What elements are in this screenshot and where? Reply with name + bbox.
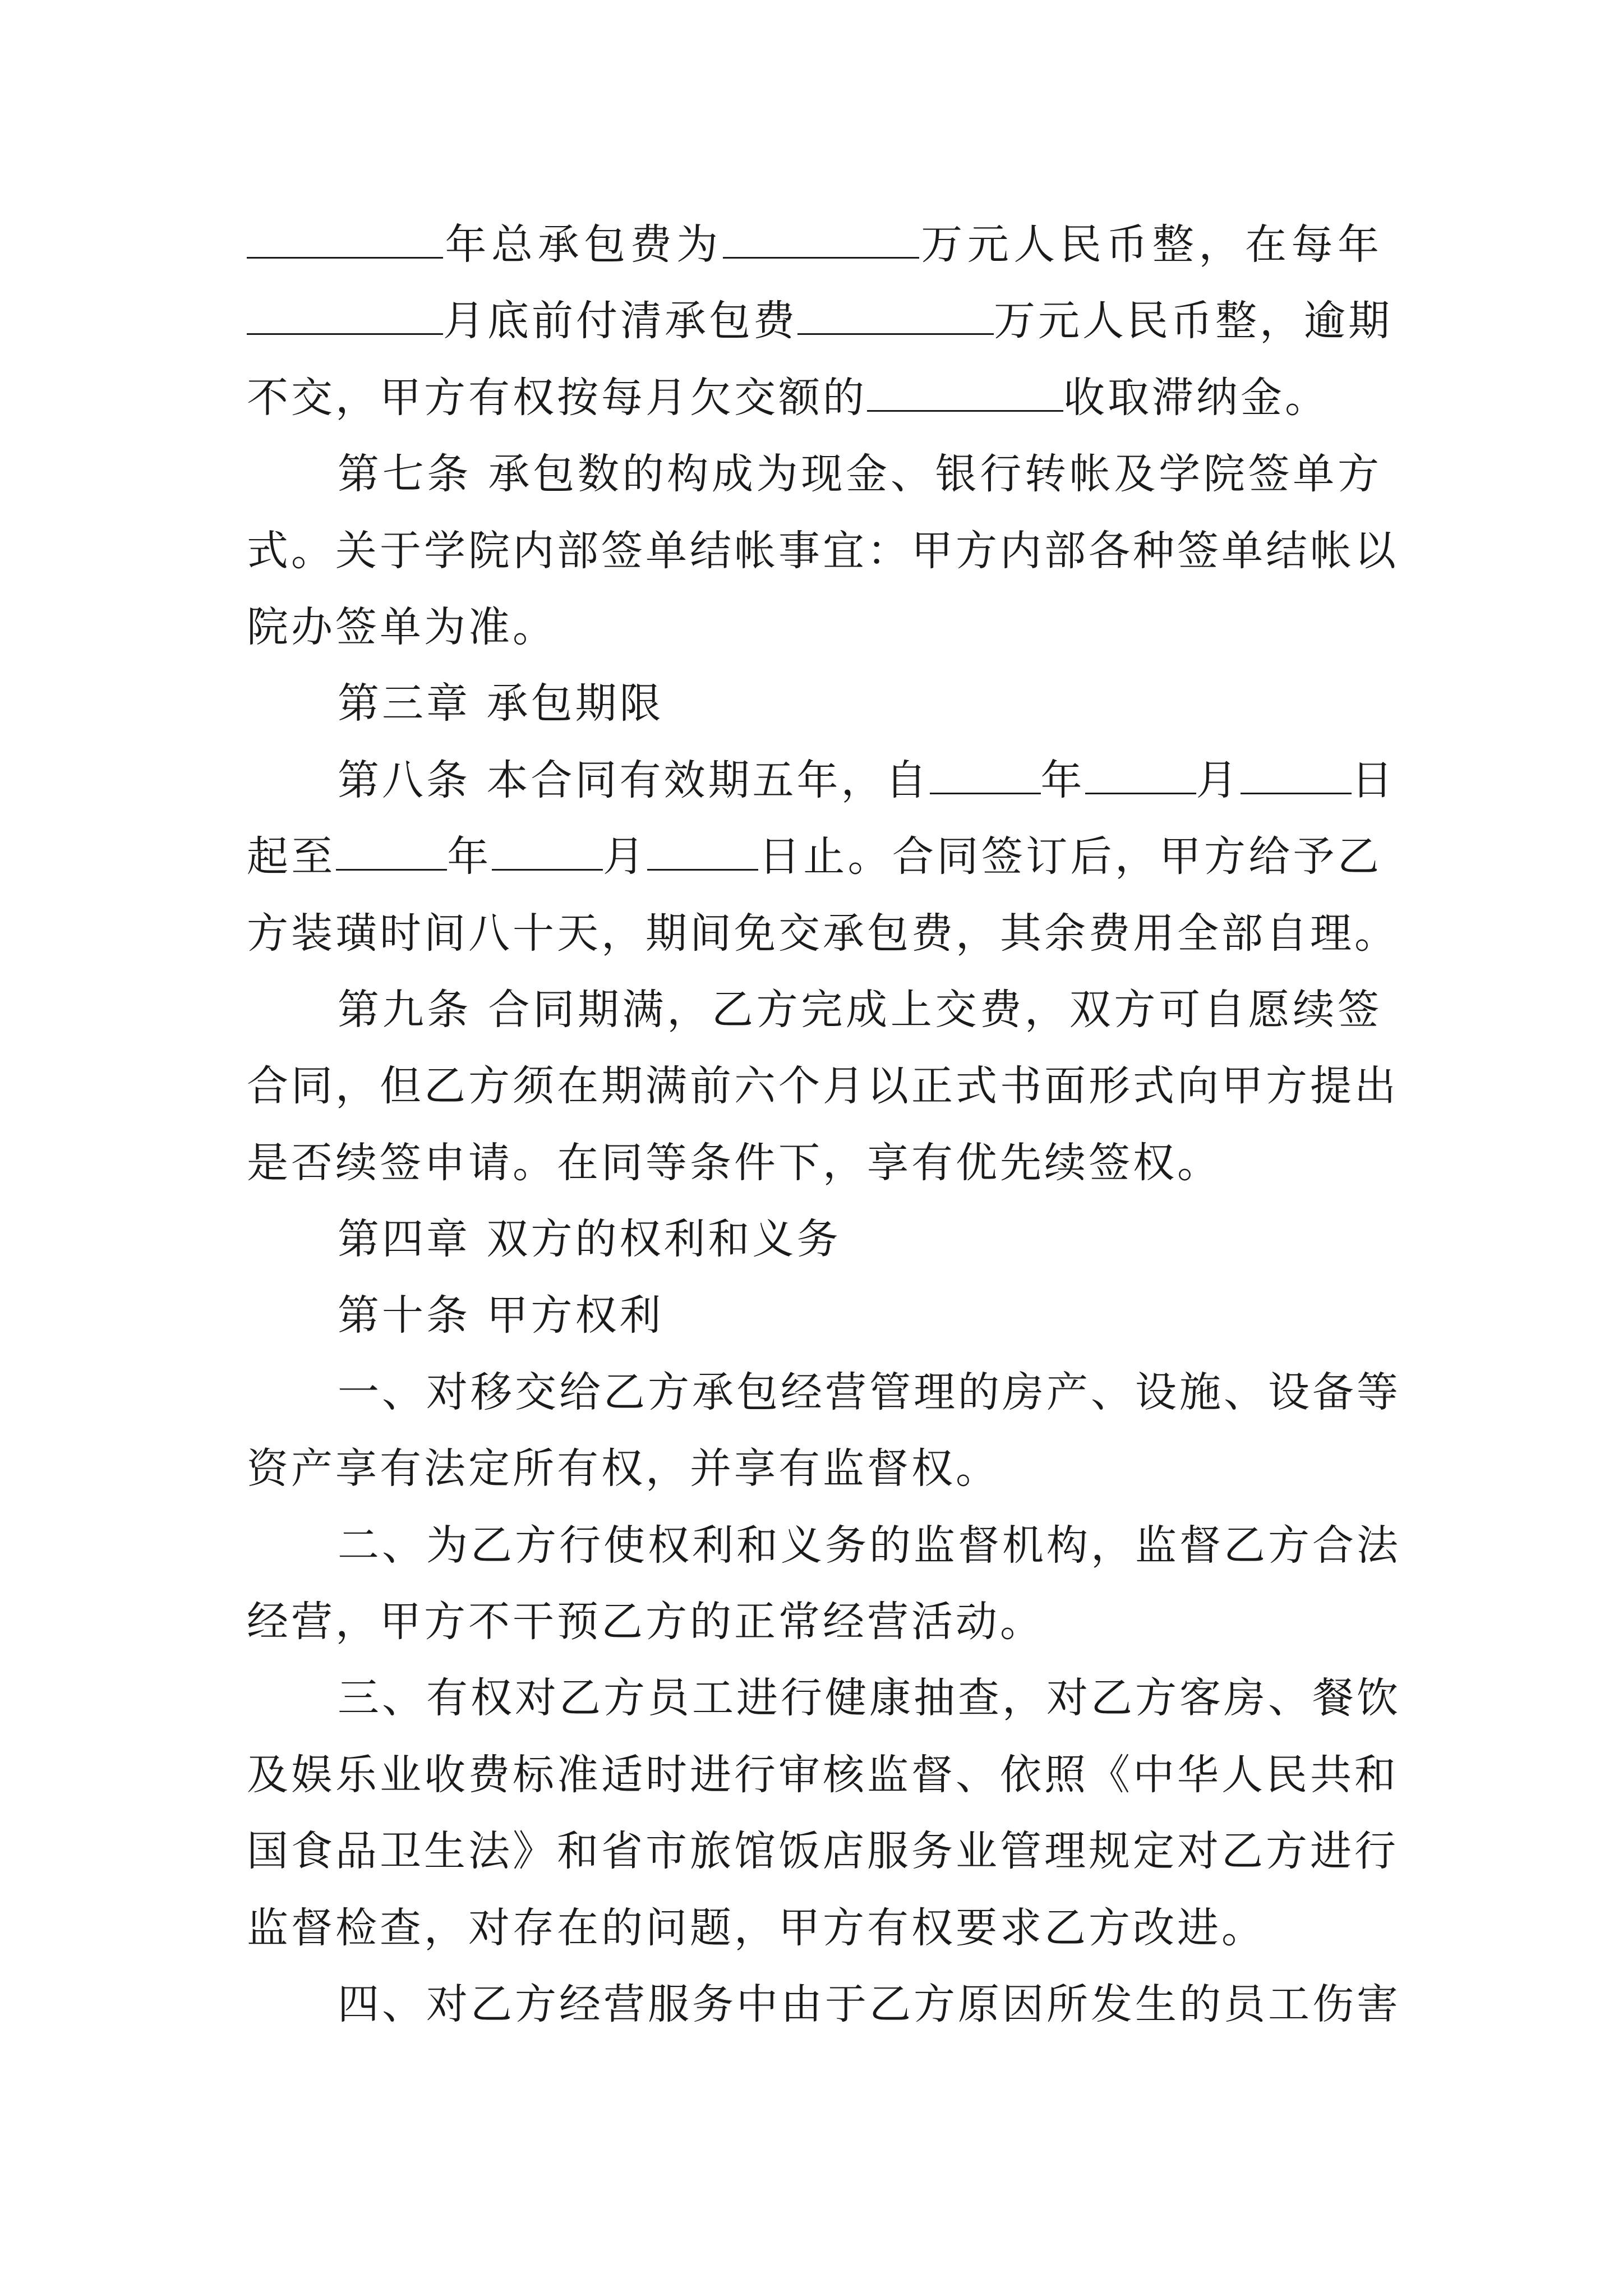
blank-field	[930, 753, 1041, 794]
text-line: 监督检查，对存在的问题，甲方有权要求乙方改进。	[247, 1903, 1266, 1952]
text-span: 日	[1351, 756, 1396, 804]
text-line: 院办签单为准。	[247, 602, 557, 651]
article-9-heading: 第九条 合同期满，乙方完成上交费，双方可自愿续签	[338, 985, 1382, 1034]
clause-1: 一、对移交给乙方承包经营管理的房产、设施、设备等	[338, 1368, 1401, 1416]
blank-field	[1085, 753, 1196, 794]
text-line: 合同，但乙方须在期满前六个月以正式书面形式向甲方提出	[247, 1062, 1399, 1111]
blank-field	[1241, 753, 1352, 794]
text-span: 月底前付清承包费	[443, 297, 797, 346]
text-line: 及娱乐业收费标准适时进行审核监督、依照《中华人民共和	[247, 1750, 1399, 1799]
blank-field	[247, 294, 443, 335]
text-span: 月	[1196, 756, 1241, 804]
text-line: 国食品卫生法》和省市旅馆饭店服务业管理规定对乙方进行	[247, 1827, 1399, 1876]
text-line	[247, 283, 1393, 359]
blank-field	[492, 830, 603, 871]
text-span: 万元人民币整，在每年	[919, 220, 1382, 269]
blank-field	[867, 370, 1063, 411]
text-span: 万元人民币整，逾期	[994, 297, 1393, 346]
text-span: 日止。合同签订后，甲方给予乙	[758, 832, 1382, 881]
text-span: 年总承包费为	[443, 220, 723, 269]
clause-2: 二、为乙方行使权利和义务的监督机构，监督乙方合法	[338, 1521, 1401, 1570]
blank-field	[797, 294, 994, 335]
blank-field	[647, 830, 758, 871]
article-7-heading: 第七条 承包数的构成为现金、银行转帐及学院签单方	[338, 450, 1382, 499]
blank-field	[336, 830, 447, 871]
text-span: 月	[602, 832, 648, 881]
blank-field	[723, 218, 919, 259]
text-line	[247, 360, 1382, 436]
document-page	[247, 206, 1401, 2042]
text-line	[247, 818, 1382, 895]
text-span: 不交，甲方有权按每月欠交额的	[247, 373, 867, 422]
clause-4: 四、对乙方经营服务中由于乙方原因所发生的员工伤害	[338, 1980, 1401, 2028]
chapter-4-heading: 第四章 双方的权利和义务	[338, 1215, 841, 1264]
text-line	[247, 206, 1382, 283]
clause-3: 三、有权对乙方员工进行健康抽查，对乙方客房、餐饮	[338, 1674, 1401, 1723]
blank-field	[247, 218, 443, 259]
chapter-3-heading: 第三章 承包期限	[338, 679, 664, 728]
text-line: 是否续签申请。在同等条件下，享有优先续签权。	[247, 1138, 1221, 1187]
text-span: 起至	[247, 832, 336, 881]
text-span: 收取滞纳金。	[1063, 373, 1329, 422]
text-span: 第八条 本合同有效期五年，自	[338, 756, 930, 804]
text-line: 经营，甲方不干预乙方的正常经营活动。	[247, 1598, 1044, 1646]
article-8-heading	[247, 742, 1396, 818]
article-10-heading: 第十条 甲方权利	[338, 1291, 664, 1340]
text-line: 方装璜时间八十天，期间免交承包费，其余费用全部自理。	[247, 909, 1399, 958]
text-line: 式。关于学院内部签单结帐事宜：甲方内部各种签单结帐以	[247, 526, 1399, 575]
text-span: 年	[446, 832, 492, 881]
text-line: 资产享有法定所有权，并享有监督权。	[247, 1444, 1000, 1493]
text-span: 年	[1040, 756, 1085, 804]
